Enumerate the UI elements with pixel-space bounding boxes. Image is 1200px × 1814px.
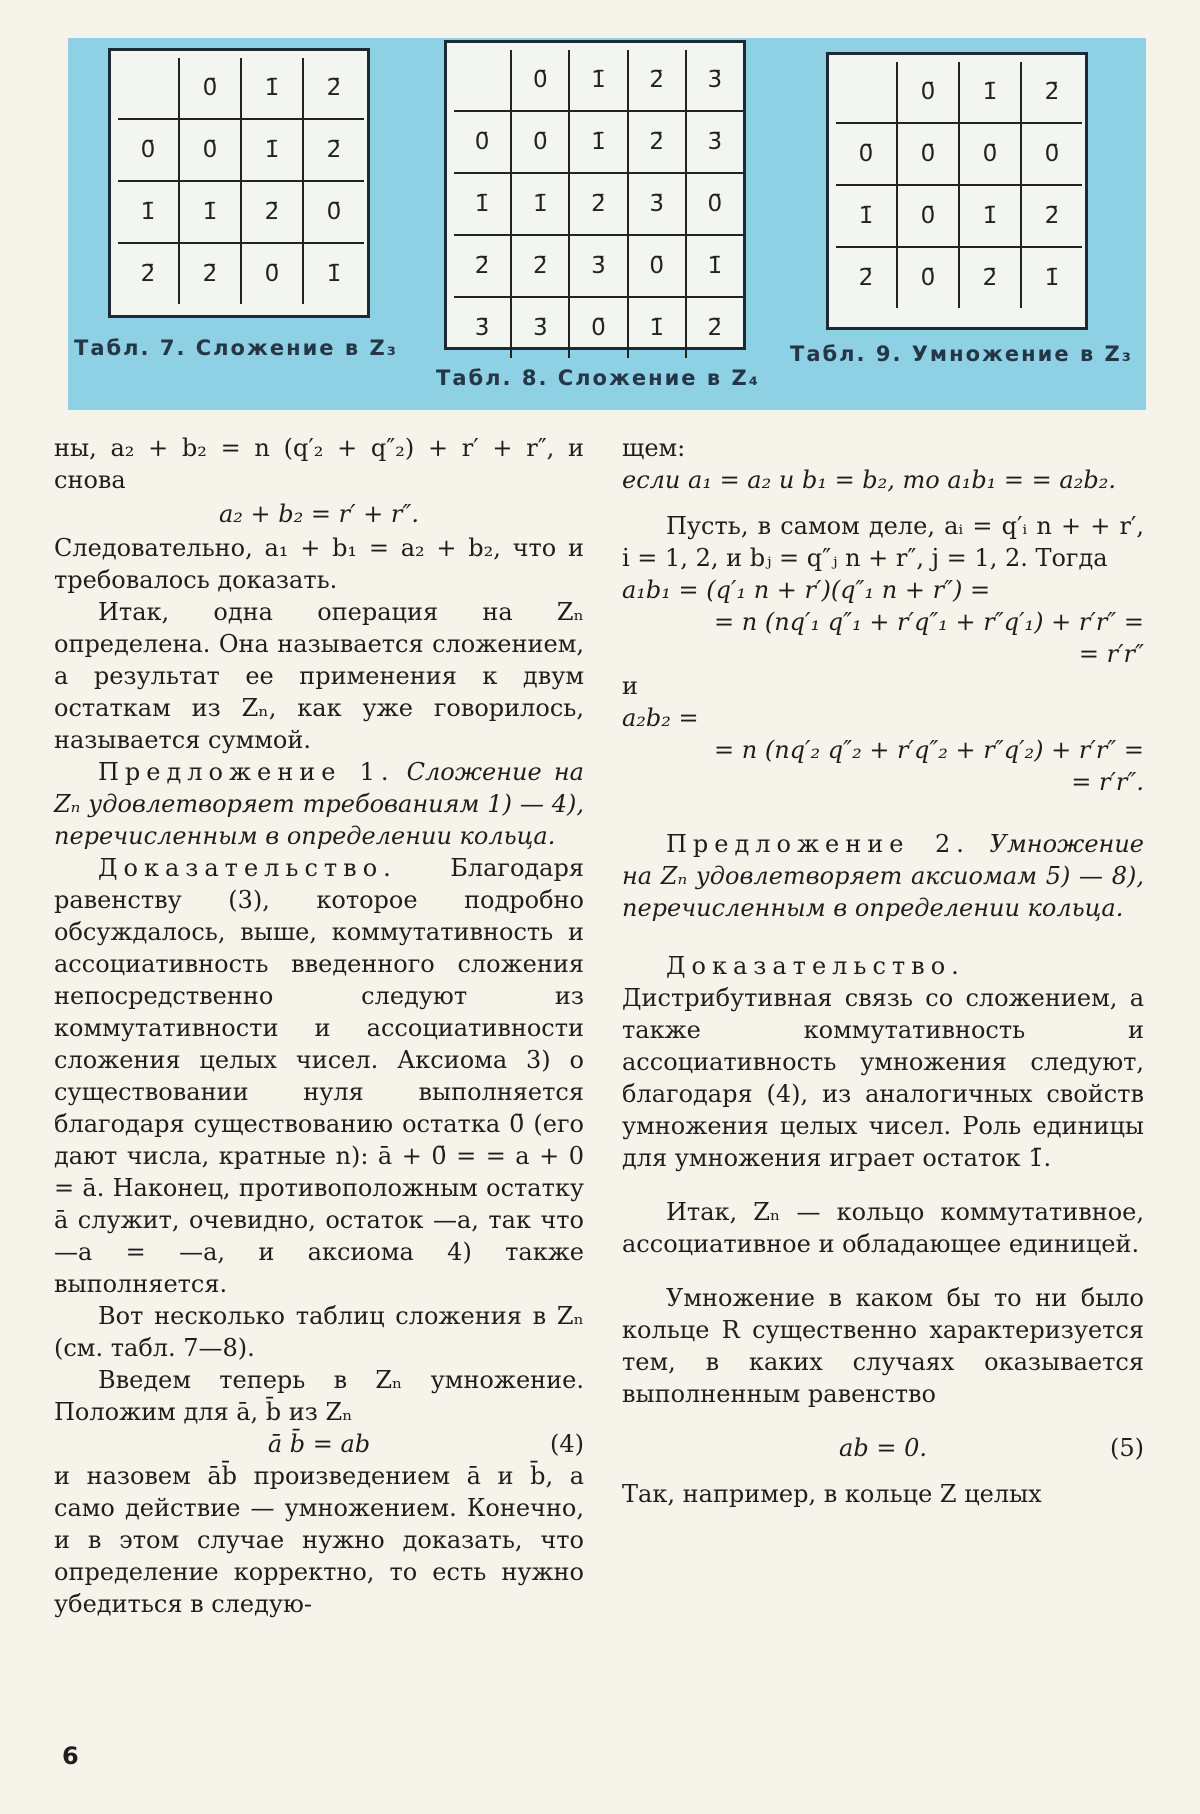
table-cell: 1̄ [241,119,303,181]
table-9-caption: Табл. 9. Умножение в Z₃ [790,342,1133,366]
formula: если a₁ = a₂ и b₁ = b₂, то a₁b₁ = = a₂b₂. [622,466,1116,494]
table-header-cell: 1̄ [241,58,303,119]
table-row [836,247,1082,308]
table-cell: 0̄ [179,119,241,181]
paragraph: Вот несколько таблиц сложения в Zₙ (см. табл. 7—8). [54,1302,584,1362]
table-header-cell: 2̄ [836,247,897,308]
left-column [54,432,584,1620]
formula: = r′r″ [1078,640,1144,668]
proposition-text: Умножение на Zₙ удовлетворяет аксиомам 5) — 8), перечисленным в определении кольца. [622,830,1144,922]
paragraph: Следовательно, a₁ + b₁ = a₂ + b₂, что и требовалось доказать. [54,534,584,594]
paragraph: Введем теперь в Zₙ умножение. Положим для ā, b̄ из Zₙ [54,1366,584,1426]
proof-heading: Доказательство. [666,952,965,980]
table-cell: 3̄ [628,173,686,235]
table-cell: 2̄ [303,119,364,181]
text-line: ны, a₂ + b₂ = n (q′₂ + q″₂) + r′ + r″, и снова [54,434,584,494]
table-cell: 0̄ [897,247,959,308]
table-header-cell: 1̄ [959,62,1021,123]
table-header-cell: 0̄ [454,111,511,173]
table-header-cell [454,50,511,111]
table-cell: 3̄ [686,111,743,173]
paragraph: Итак, Zₙ — кольцо коммутативное, ассоциативное и обладающее единицей. [622,1198,1144,1258]
table-cell: 1̄ [179,181,241,243]
table-cell: 0̄ [1021,123,1082,185]
table-cell: 1̄ [569,111,627,173]
table-header-cell: 1̄ [836,185,897,247]
table-header-cell: 1̄ [569,50,627,111]
table-header-cell: 1̄ [454,173,511,235]
text-line: щем: [622,434,686,462]
table-8 [444,40,746,350]
table-cell: 2̄ [707,315,723,341]
table-cell: 0̄ [511,111,569,173]
table-8-caption: Табл. 8. Сложение в Z₄ [436,366,760,390]
table-7-caption: Табл. 7. Сложение в Z₃ [74,336,398,360]
paragraph: Умножение в каком бы то ни было кольце R существенно характеризуется тем, в каких случаях оказывается выполненным равенство [622,1284,1144,1408]
paragraph: Так, например, в кольце Z целых [622,1480,1042,1508]
table-cell: 2̄ [511,235,569,297]
proof-2 [622,950,1144,1174]
table-row [118,119,364,181]
paragraph: Итак, одна операция на Zₙ определена. Она называется сложением, а результат ее применения к двум остаткам из Zₙ, как уже говорилось, называется суммой. [54,598,584,754]
table-header-cell: 2̄ [118,243,179,304]
table-header-cell: 0̄ [511,50,569,111]
formula: a₂b₂ = [622,704,699,732]
proof-text: Благодаря равенству (3), которое подробно обсуждалось, выше, коммутативность и ассоциативность введенного сложения непосредственно следуют из коммутативности и ассоциативности сложения целых чисел. Аксиома 3) о существовании нуля выполняется благодаря существованию остатка 0̄ (его дают числа, кратные n): ā + 0̄ = = a + 0 = ā. Наконец, противоположным остатку ā служит, очевидно, остаток —a, так что —a = —a, и аксиома 4) также выполняется. [54,854,584,1298]
table-row [454,297,743,358]
text-line: и [622,672,638,700]
equation-number: (5) [1110,1434,1144,1462]
table-cell: 2̄ [569,173,627,235]
table-row [118,243,364,304]
equation-4 [54,1428,584,1460]
table-7 [108,48,370,318]
table-cell: 0̄ [686,173,743,235]
table-header-cell: 2̄ [303,58,364,119]
table-row [836,185,1082,247]
table-row [118,181,364,243]
table-cell: 2̄ [1021,185,1082,247]
multiplication-table-z3 [836,62,1082,308]
equation-5 [622,1432,1144,1464]
table-header-cell [118,58,179,119]
table-cell: 1̄ [1044,265,1060,291]
proposition-1 [54,756,584,852]
table-cell: 0̄ [897,185,959,247]
table-row [454,111,743,173]
table-cell: 1̄ [628,297,686,358]
table-cell: 0̄ [569,297,627,358]
table-9 [826,52,1088,330]
table-header-cell: 3̄ [454,297,511,358]
formula: a₁b₁ = (q′₁ n + r′)(q″₁ n + r″) = [622,576,991,604]
table-cell: 3̄ [569,235,627,297]
formula: = n (nq′₂ q″₂ + r′q″₂ + r″q′₂) + r′r″ = [714,736,1144,764]
table-cell: 1̄ [686,235,743,297]
proposition-heading: Предложение 2. [666,830,970,858]
table-row [118,58,364,119]
table-header-cell: 0̄ [897,62,959,123]
right-column [622,432,1144,1510]
paragraph: и назовем āb̄ произведением ā и b̄, а само действие — умножением. Конечно, и в этом случае нужно доказать, что определение корректно, то есть нужно убедиться в следую- [54,1462,584,1618]
table-header-cell [836,62,897,123]
equation-number: (4) [550,1430,584,1458]
table-cell: 2̄ [959,247,1021,308]
table-row [836,123,1082,185]
table-cell: 3̄ [511,297,569,358]
table-cell: 0̄ [897,123,959,185]
proposition-text: Сложение на Zₙ удовлетворяет требованиям 1) — 4), перечисленным в определении кольца. [54,758,584,850]
table-header-cell: 0̄ [179,58,241,119]
table-header-cell: 0̄ [118,119,179,181]
table-cell: 0̄ [628,235,686,297]
formula: a₂ + b₂ = r′ + r″. [218,500,419,528]
table-cell: 0̄ [959,123,1021,185]
formula: = n (nq′₁ q″₁ + r′q″₁ + r″q′₁) + r′r″ = [714,608,1144,636]
table-cell: 0̄ [241,243,303,304]
proof-heading: Доказательство. [98,854,397,882]
table-header-cell: 2̄ [1021,62,1082,123]
proof-text: Дистрибутивная связь со сложением, а также коммутативность и ассоциативность умножения следуют, благодаря (4), из аналогичных свойств умножения целых чисел. Роль единицы для умножения играет остаток 1̄. [622,984,1144,1172]
proposition-heading: Предложение 1. [98,758,395,786]
page-number: 6 [62,1742,79,1770]
table-row [836,62,1082,123]
proof-1 [54,852,584,1300]
formula: ab = 0. [839,1434,927,1462]
table-header-cell: 0̄ [836,123,897,185]
formula: = r′r″. [1071,768,1144,796]
table-cell: 1̄ [326,261,342,287]
table-cell: 2̄ [179,243,241,304]
addition-table-z3 [118,58,364,304]
proposition-2 [622,828,1144,924]
table-header-cell: 1̄ [118,181,179,243]
table-row [454,50,743,111]
table-cell: 1̄ [959,185,1021,247]
table-cell: 2̄ [628,111,686,173]
addition-table-z4 [454,50,743,358]
table-header-cell: 3̄ [686,50,743,111]
formula: ā b̄ = ab [267,1430,371,1458]
table-header-cell: 2̄ [628,50,686,111]
paragraph: Пусть, в самом деле, aᵢ = q′ᵢ n + + r′, i = 1, 2, и bⱼ = q″ⱼ n + r″, j = 1, 2. Тогда [622,512,1144,572]
table-cell: 1̄ [511,173,569,235]
table-cell: 2̄ [241,181,303,243]
table-header-cell: 2̄ [454,235,511,297]
table-row [454,235,743,297]
table-row [454,173,743,235]
table-cell: 0̄ [303,181,364,243]
